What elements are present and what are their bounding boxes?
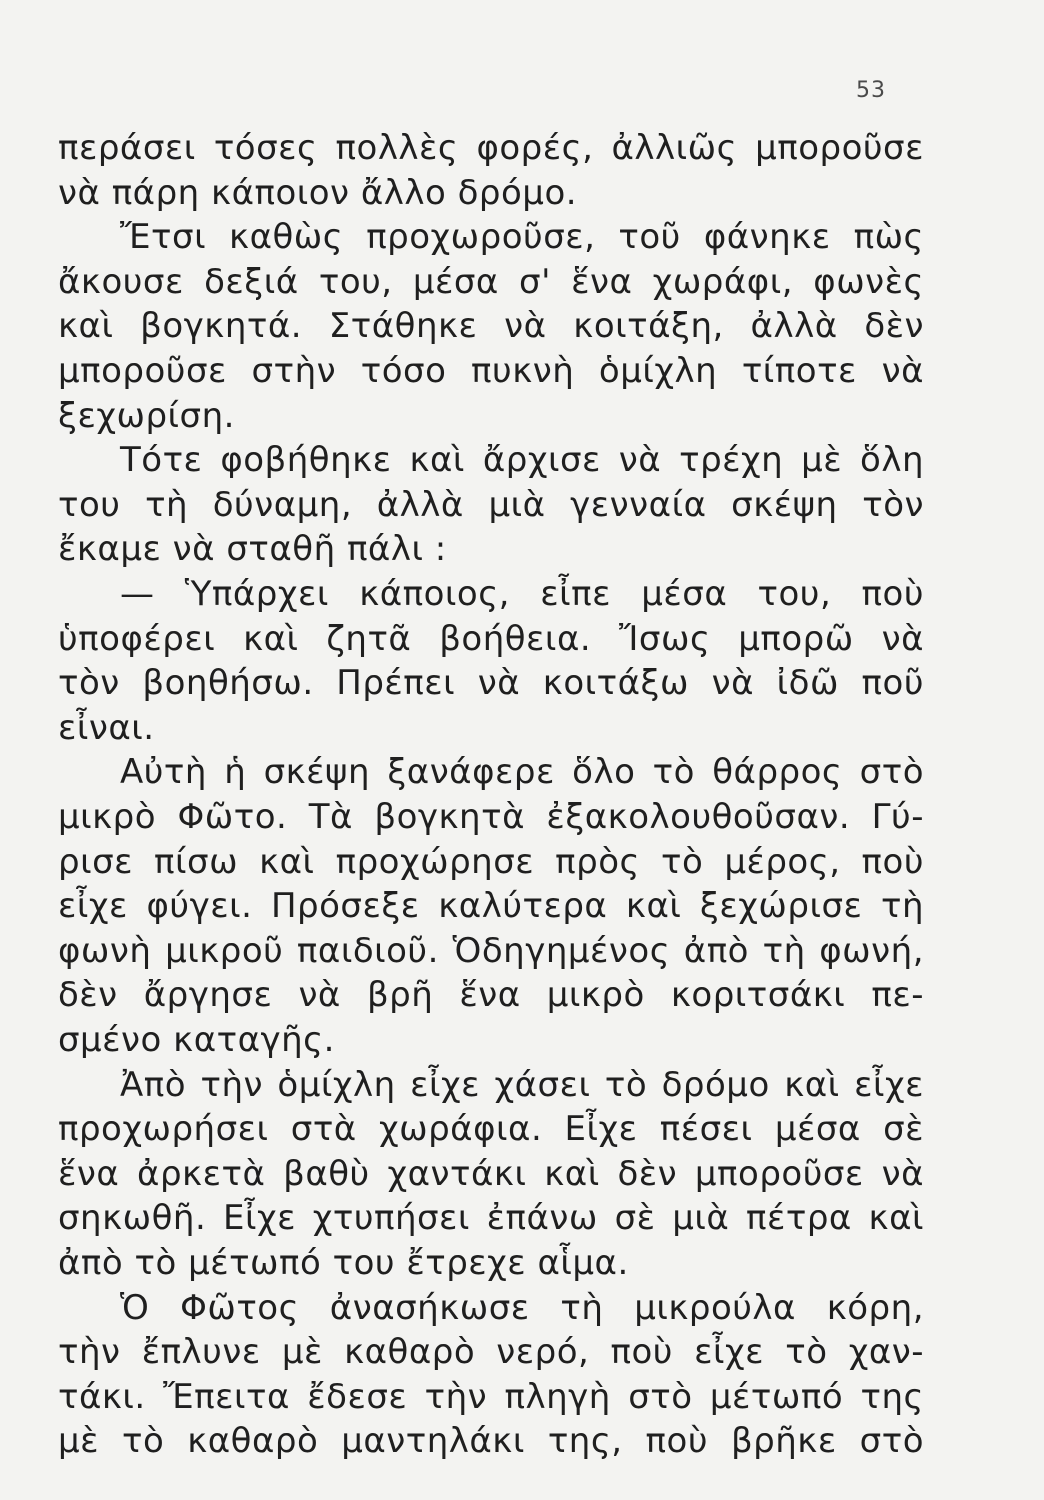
text-line: Τότε φοβήθηκε καὶ ἄρχισε νὰ τρέχη μὲ ὅλη bbox=[120, 440, 924, 481]
text-line: εἶναι. bbox=[58, 707, 155, 748]
text-line: ἄκουσε δεξιά του, μέσα σ' ἕνα χωράφι, φωνὲς bbox=[58, 261, 924, 302]
text-line: ρισε πίσω καὶ προχώρησε πρὸς τὸ μέρος, ποὺ bbox=[58, 841, 924, 882]
text-line: φωνὴ μικροῦ παιδιοῦ. Ὁδηγημένος ἀπὸ τὴ φωνή, bbox=[58, 930, 924, 971]
text-line: μὲ τὸ καθαρὸ μαντηλάκι της, ποὺ βρῆκε στὸ bbox=[58, 1421, 924, 1462]
text-line: Ἀπὸ τὴν ὁμίχλη εἶχε χάσει τὸ δρόμο καὶ εἶχε bbox=[120, 1064, 924, 1105]
text-line: μικρὸ Φῶτο. Τὰ βογκητὰ ἐξακολουθοῦσαν. Γύ- bbox=[58, 797, 924, 837]
text-line: Ὁ Φῶτος ἀνασήκωσε τὴ μικρούλα κόρη, bbox=[120, 1287, 924, 1328]
page-number: 53 bbox=[856, 78, 886, 103]
text-line: καὶ βογκητά. Στάθηκε νὰ κοιτάξη, ἀλλὰ δὲν bbox=[58, 306, 924, 347]
text-line: τάκι. Ἔπειτα ἔδεσε τὴν πληγὴ στὸ μέτωπό της bbox=[58, 1376, 924, 1417]
text-line: — Ὑπάρχει κάποιος, εἶπε μέσα του, ποὺ bbox=[120, 574, 924, 614]
text-line: ξεχωρίση. bbox=[58, 395, 235, 436]
text-line: προχωρήσει στὰ χωράφια. Εἶχε πέσει μέσα σὲ bbox=[58, 1109, 924, 1150]
text-line: τὸν βοηθήσω. Πρέπει νὰ κοιτάξω νὰ ἰδῶ ποῦ bbox=[58, 663, 924, 704]
text-line: ἕνα ἀρκετὰ βαθὺ χαντάκι καὶ δὲν μποροῦσε νὰ bbox=[58, 1153, 924, 1194]
text-line: του τὴ δύναμη, ἀλλὰ μιὰ γενναία σκέψη τὸν bbox=[58, 484, 924, 525]
text-line: δὲν ἄργησε νὰ βρῆ ἕνα μικρὸ κοριτσάκι πε- bbox=[58, 975, 924, 1016]
text-line: νὰ πάρη κάποιον ἄλλο δρόμο. bbox=[58, 172, 578, 213]
text-line: Αὐτὴ ἡ σκέψη ξανάφερε ὅλο τὸ θάρρος στὸ bbox=[120, 752, 924, 793]
text-line: Ἔτσι καθὼς προχωροῦσε, τοῦ φάνηκε πὼς bbox=[120, 217, 924, 258]
text-line: τὴν ἔπλυνε μὲ καθαρὸ νερό, ποὺ εἶχε τὸ χαν- bbox=[58, 1332, 924, 1373]
text-line: ὑποφέρει καὶ ζητᾶ βοήθεια. Ἴσως μπορῶ νὰ bbox=[58, 618, 924, 659]
text-line: σηκωθῆ. Εἶχε χτυπήσει ἐπάνω σὲ μιὰ πέτρα καὶ bbox=[58, 1198, 924, 1239]
text-line: μποροῦσε στὴν τόσο πυκνὴ ὁμίχλη τίποτε νὰ bbox=[58, 351, 924, 391]
text-line: περάσει τόσες πολλὲς φορές, ἀλλιῶς μποροῦσε bbox=[58, 128, 924, 168]
text-line: ἔκαμε νὰ σταθῆ πάλι : bbox=[58, 529, 447, 570]
text-line: εἶχε φύγει. Πρόσεξε καλύτερα καὶ ξεχώρισε τὴ bbox=[58, 886, 924, 927]
text-line: ἀπὸ τὸ μέτωπό του ἔτρεχε αἷμα. bbox=[58, 1243, 629, 1283]
text-line: σμένο καταγῆς. bbox=[58, 1020, 335, 1060]
